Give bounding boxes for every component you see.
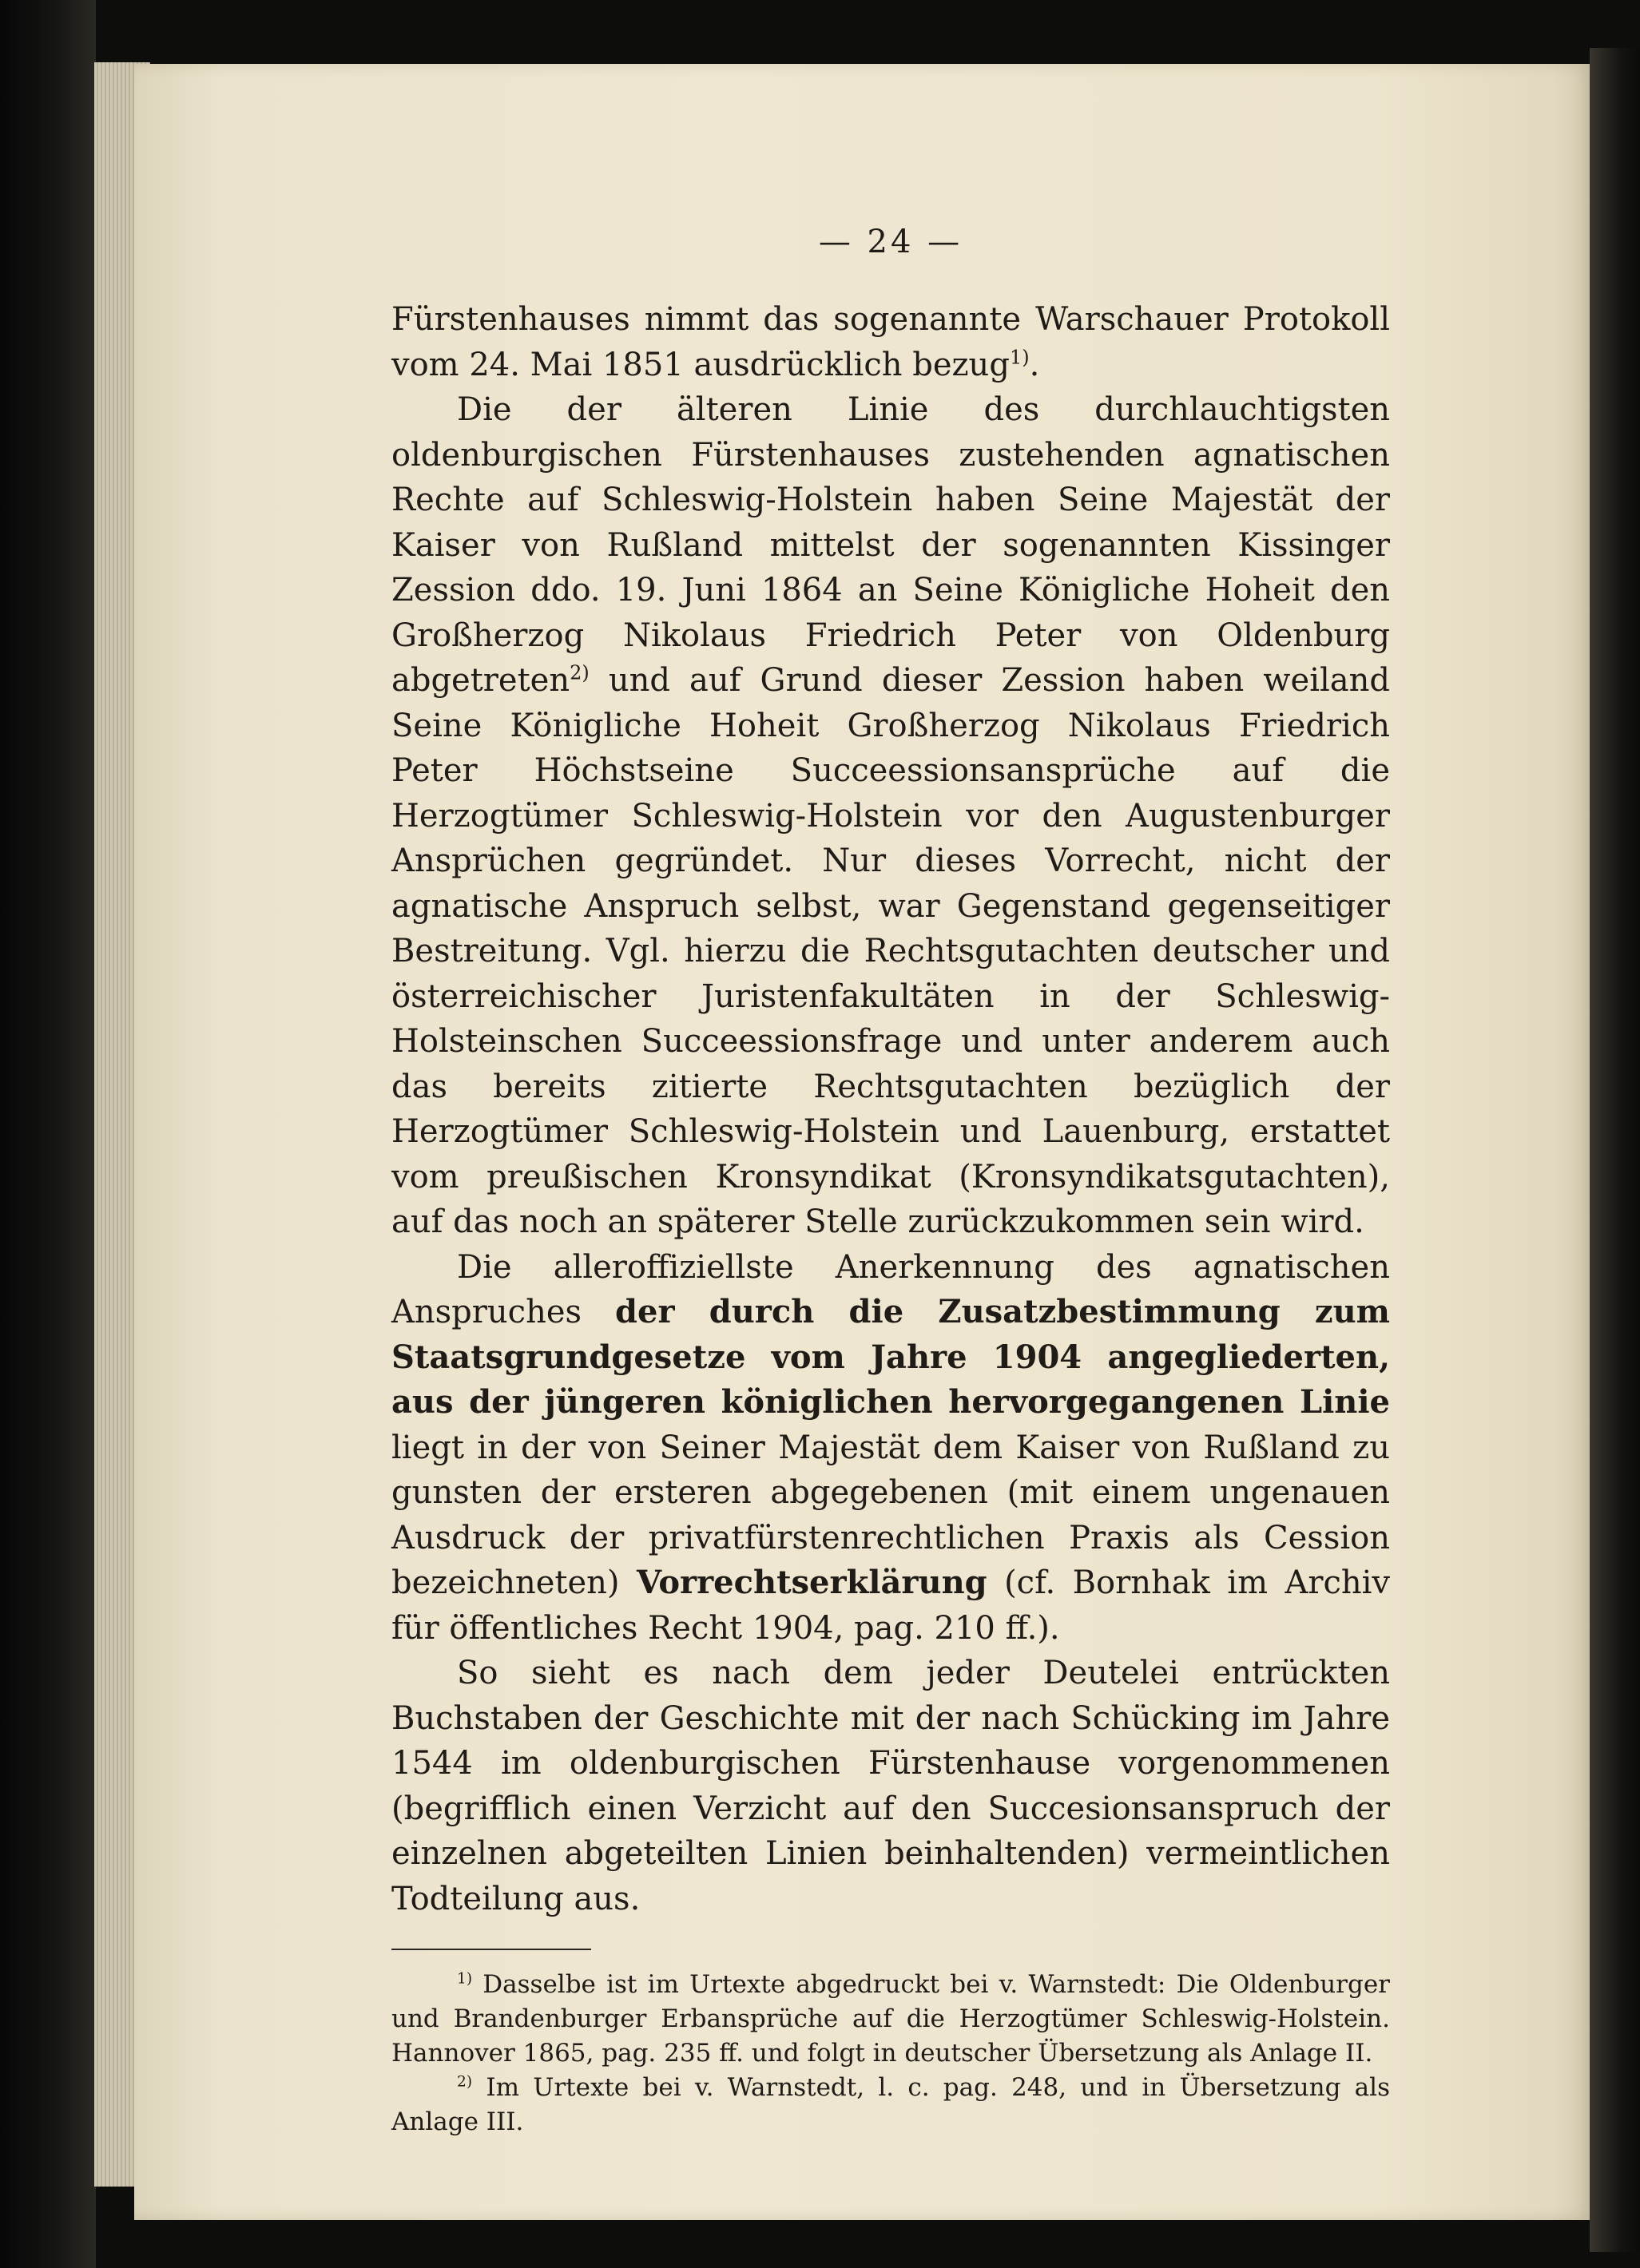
page-content bbox=[391, 224, 1390, 2139]
footnote-mark: 2) bbox=[457, 2073, 473, 2091]
paragraph-kissinger-zession bbox=[391, 387, 1390, 1245]
footnote-rule bbox=[391, 1949, 591, 1950]
paragraph-text-before: Die alleroffiziellste Anerkennung des agnatischen Anspruches bbox=[391, 1248, 1390, 1330]
emphasis-text: der durch die Zusatzbestimmung zum Staatsgrundgesetze vom Jahre 1904 angegliederten, aus der jüngeren königlichen hervorgegangenen Linie bbox=[391, 1293, 1391, 1421]
footnote-text: Im Urtexte bei v. Warnstedt, l. c. pag. 248, und in Übersetzung als Anlage III. bbox=[391, 2073, 1390, 2136]
paragraph-text-after: und auf Grund dieser Zession haben weiland Seine Königliche Hoheit Großherzog Nikolaus Friedrich Peter Höchstseine Succeessionsansprüche auf die Herzogtümer Schleswig-Holstein vor den Augustenburger Ansprüchen gegründet. Nur dieses Vorrecht, nicht der agnatische Anspruch selbst, war Gegenstand gegenseitiger Bestreitung. Vgl. hierzu die Rechtsgutachten deutscher und österreichischer Juristenfakultäten in der Schleswig-Holsteinschen Succeessionsfrage und unter anderem auch das bereits zitierte Rechtsgutachten bezüglich der Herzogtümer Schleswig-Holstein und Lauenburg, erstattet vom preußischen Kronsyndikat (Kronsyndikatsgutachten), auf das noch an späterer Stelle zurückzukommen sein wird. bbox=[391, 662, 1390, 1240]
paragraph-text: So sieht es nach dem jeder Deutelei entrückten Buchstaben der Geschichte mit der nach Schücking im Jahre 1544 im oldenburgischen Fürstenhause vorgenommenen (begrifflich einen Verzicht auf den Succesionsanspruch der einzelnen abgeteilten Linien beinhaltenden) vermeintlichen Todteilung aus. bbox=[391, 1655, 1390, 1917]
book-spine bbox=[0, 0, 96, 2268]
footnote-mark: 1) bbox=[457, 1970, 473, 1988]
paragraph-text-after: . bbox=[1029, 346, 1040, 383]
footnote-1 bbox=[391, 1968, 1390, 2071]
paragraph-continuation bbox=[391, 297, 1390, 387]
footnote-ref: 1) bbox=[1009, 346, 1030, 369]
scan-border bbox=[1590, 48, 1640, 2252]
paragraph-text: Fürstenhauses nimmt das sogenannte Warschauer Protokoll vom 24. Mai 1851 ausdrücklich bezug bbox=[391, 301, 1390, 383]
paragraph-todteilung bbox=[391, 1651, 1390, 1921]
emphasis-text-2: Vorrechtserklärung bbox=[636, 1564, 987, 1601]
paragraph-text-after: (cf. Bornhak im Archiv für öffentliches Recht 1904, pag. 210 ff.). bbox=[391, 1564, 1391, 1647]
paragraph-text-middle: liegt in der von Seiner Majestät dem Kaiser von Rußland zu gunsten der ersteren abgegebenen (mit einem ungenauen Ausdruck der privatfürstenrechtlichen Praxis als Cession bezeichneten) bbox=[391, 1429, 1390, 1601]
footnote-2 bbox=[391, 2071, 1390, 2139]
paragraph-anerkennung bbox=[391, 1245, 1390, 1651]
footnote-ref: 2) bbox=[570, 661, 590, 684]
paragraph-text: Die der älteren Linie des durchlauchtigsten oldenburgischen Fürstenhauses zustehenden agnatischen Rechte auf Schleswig-Holstein haben Seine Majestät der Kaiser von Rußland mittelst der sogenannten Kissinger Zession ddo. 19. Juni 1864 an Seine Königliche Hoheit den Großherzog Nikolaus Friedrich Peter von Oldenburg abgetreten bbox=[391, 391, 1390, 699]
page-number: — 24 — bbox=[818, 224, 963, 260]
footnote-text: Dasselbe ist im Urtexte abgedruckt bei v. Warnstedt: Die Oldenburger und Brandenburger Erbansprüche auf die Herzogtümer Schleswig-Holstein. Hannover 1865, pag. 235 ff. und folgt in deutscher Übersetzung als Anlage II. bbox=[391, 1970, 1390, 2068]
